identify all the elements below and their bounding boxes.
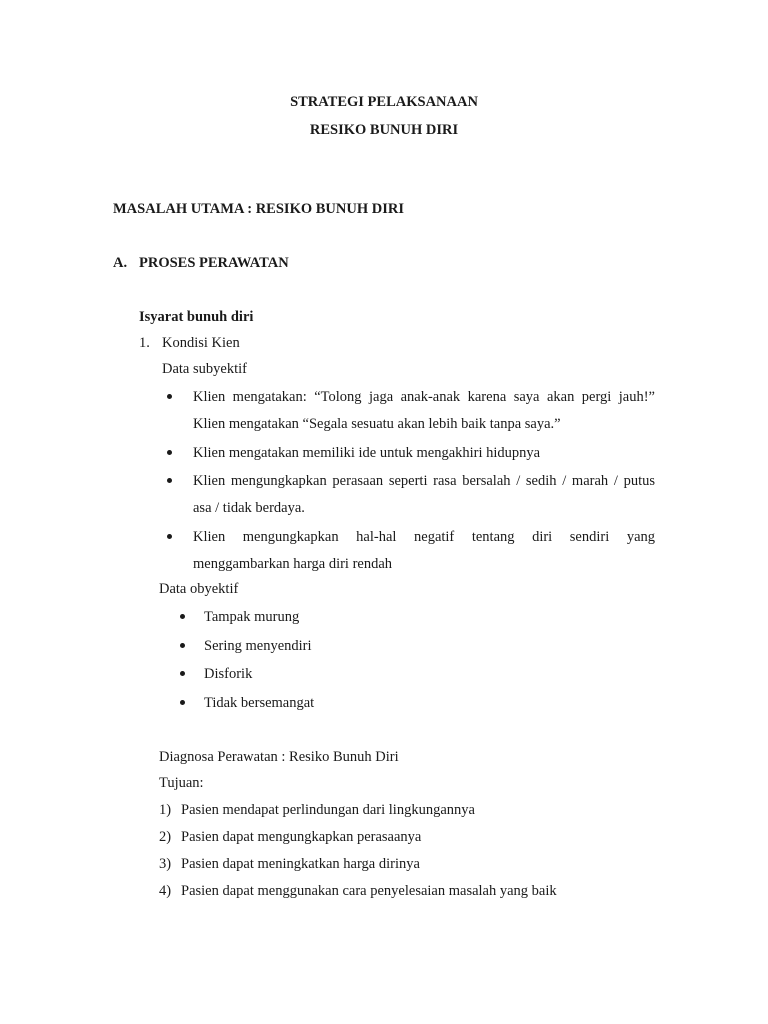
- diagnosa-line: Diagnosa Perawatan : Resiko Bunuh Diri: [159, 749, 399, 765]
- kondisi-label: Kondisi Kien: [162, 335, 240, 351]
- masalah-utama-heading: MASALAH UTAMA : RESIKO BUNUH DIRI: [113, 201, 404, 217]
- bullet-icon: [167, 394, 172, 399]
- bullet-icon: [167, 534, 172, 539]
- subyektif-item-4-line2: menggambarkan harga diri rendah: [193, 556, 393, 572]
- section-a-marker: A.: [113, 255, 128, 271]
- subyektif-item-1-line1: Klien mengatakan: “Tolong jaga anak-anak karena saya akan pergi jauh!”: [193, 389, 655, 405]
- obyektif-item-4: Tidak bersemangat: [204, 695, 315, 711]
- subyektif-item-1-line2: Klien mengatakan “Segala sesuatu akan lebih baik tanpa saya.”: [193, 416, 561, 432]
- bullet-icon: [167, 450, 172, 455]
- tujuan-item-1-text: Pasien mendapat perlindungan dari lingkungannya: [181, 802, 475, 818]
- tujuan-item-2-number: 2): [159, 829, 172, 845]
- subyektif-item-4-line1: Klien mengungkapkan hal-hal negatif tentang diri sendiri yang: [193, 529, 655, 545]
- tujuan-item-4-text: Pasien dapat menggunakan cara penyelesaian masalah yang baik: [181, 883, 557, 899]
- section-a-heading: PROSES PERAWATAN: [139, 255, 289, 271]
- tujuan-item-3-text: Pasien dapat meningkatkan harga dirinya: [181, 856, 420, 872]
- document-title-line2: RESIKO BUNUH DIRI: [309, 122, 459, 138]
- bullet-icon: [180, 614, 185, 619]
- tujuan-item-3-number: 3): [159, 856, 172, 872]
- bullet-icon: [180, 700, 185, 705]
- bullet-icon: [180, 643, 185, 648]
- tujuan-item-4-number: 4): [159, 883, 172, 899]
- tujuan-item-1-number: 1): [159, 802, 172, 818]
- obyektif-item-1: Tampak murung: [204, 609, 300, 625]
- kondisi-number: 1.: [139, 335, 150, 351]
- obyektif-item-3: Disforik: [204, 666, 253, 682]
- obyektif-item-2: Sering menyendiri: [204, 638, 312, 654]
- data-obyektif-heading: Data obyektif: [159, 581, 239, 597]
- document-title-line1: STRATEGI PELAKSANAAN: [290, 94, 478, 110]
- subyektif-item-3-line1: Klien mengungkapkan perasaan seperti rasa bersalah / sedih / marah / putus: [193, 473, 655, 489]
- tujuan-item-2-text: Pasien dapat mengungkapkan perasaanya: [181, 829, 422, 845]
- bullet-icon: [167, 478, 172, 483]
- subyektif-item-2-line1: Klien mengatakan memiliki ide untuk mengakhiri hidupnya: [193, 445, 541, 461]
- bullet-icon: [180, 671, 185, 676]
- isyarat-heading: Isyarat bunuh diri: [139, 309, 254, 325]
- data-subyektif-heading: Data subyektif: [162, 361, 247, 377]
- subyektif-item-3-line2: asa / tidak berdaya.: [193, 500, 305, 516]
- tujuan-heading: Tujuan:: [159, 775, 204, 791]
